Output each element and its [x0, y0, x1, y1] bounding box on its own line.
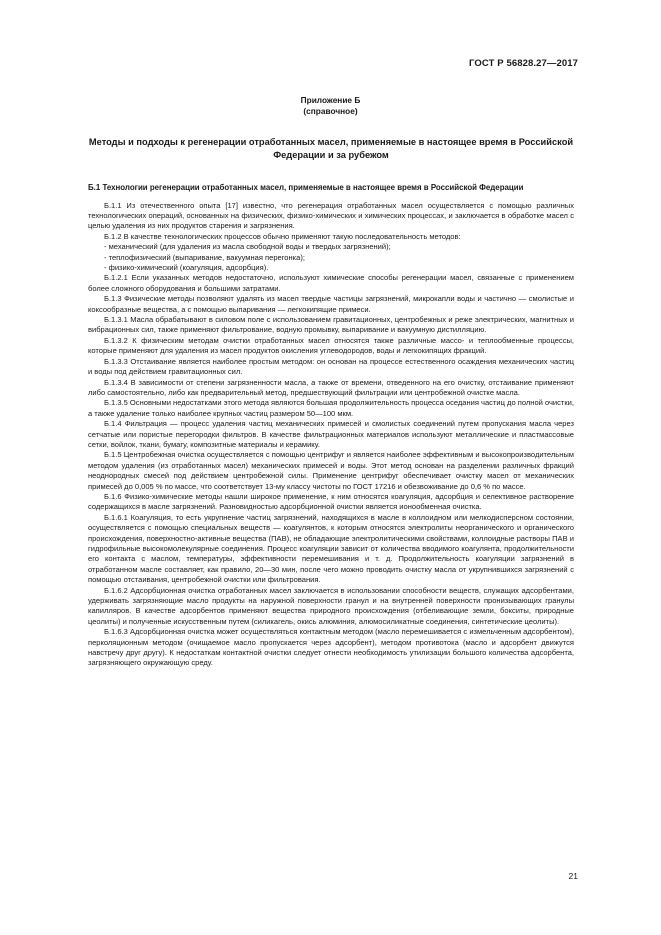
- appendix-label-block: [0, 95, 661, 117]
- paragraph: Б.1.6.2 Адсорбционная очистка отработанных масел заключается в использовании способности веществ, служащих адсорбентами, удерживать загрязняющие масло продукты на наружной поверхности гранул и на внутренней поверхности пронизывающих гранулы капилляров. В качестве адсорбентов применяют вещества природного происхождения (отбеливающие земли, бокситы, природные цеолиты) и полученные искусственным путем (силикагель, окись алюминия, алюмосиликатные соединения, синтетические цеолиты).: [88, 585, 574, 626]
- appendix-label: Приложение Б: [300, 95, 361, 105]
- paragraph: Б.1.3.3 Отстаивание является наиболее простым методом: он основан на процессе естественного осаждения механических частиц и воды под действием гравитационных сил.: [88, 356, 574, 377]
- paragraph: Б.1.3.2 К физическим методам очистки отработанных масел относятся также различные массо- и теплообменные процессы, которые применяют для удаления из масел продуктов окисления углеводородов, воды и легкокипящих фракций.: [88, 335, 574, 356]
- paragraph: Б.1.2 В качестве технологических процессов обычно применяют такую последовательность методов:: [104, 231, 461, 241]
- document-code: ГОСТ Р 56828.27—2017: [469, 58, 578, 69]
- paragraph: Б.1.6 Физико-химические методы нашли широкое применение, к ним относятся коагуляция, адсорбция и селективное растворение содержащихся в масле загрязнений. Разновидностью адсорбционной очистки является ионообменная очистка.: [88, 491, 574, 512]
- paragraph: Б.1.3.1 Масла обрабатывают в силовом поле с использованием гравитационных, центробежных и реже электрических, магнитных и вибрационных сил, также применяют фильтрование, водную промывку, выпаривание и вакуумную дистилляцию.: [88, 315, 574, 335]
- section-heading: Б.1 Технологии регенерации отработанных масел, применяемые в настоящее время в Российской Федерации: [88, 183, 524, 192]
- list-item: - механический (для удаления из масла свободной воды и твердых загрязнений);: [104, 242, 391, 252]
- appendix-status: (справочное): [303, 106, 358, 116]
- paragraph: Б.1.4 Фильтрация — процесс удаления частиц механических примесей и смолистых соединений путем пропускания масла через сетчатые или пористые перегородки фильтров. В качестве фильтрационных материалов используют металлические и пластмассовые сетки, войлок, ткани, бумагу, композитные материалы и керамику.: [88, 419, 574, 449]
- paragraph: Б.1.6.3 Адсорбционная очистка может осуществляться контактным методом (масло перемешивается с измельченным адсорбентом), перколяционным методом (очищаемое масло пропускается через адсорбент), методом противотока (масло и адсорбент движутся навстречу друг другу). К недостаткам контактной очистки следует отнести необходимость утилизации большого количества адсорбента, загрязняющего окружающую среду.: [88, 627, 574, 668]
- paragraph: Б.1.5 Центробежная очистка осуществляется с помощью центрифуг и является наиболее эффективным и высокопроизводительным методом удаления (из отработанных масел) механических примесей и воды. Этот метод основан на разделении различных фракций неоднородных смесей под действием центробежной силы. Применение центрифуг обеспечивает очистку масел от механических примесей до 0,005 % по массе, что соответствует 13-му классу чистоты по ГОСТ 17216 и обезвоживание до 0,6 % по массе.: [88, 450, 574, 491]
- paragraph: Б.1.2.1 Если указанных методов недостаточно, используют химические способы регенерации масел, связанные с применением более сложного оборудования и большими затратами.: [88, 273, 574, 293]
- document-body: [88, 183, 574, 669]
- appendix-title: Методы и подходы к регенерации отработанных масел, применяемые в настоящее время в Российской Федерации и за рубежом: [88, 137, 574, 160]
- paragraph: Б.1.3.4 В зависимости от степени загрязненности масла, а также от времени, отведенного на его очистку, отстаивание применяют либо самостоятельно, либо как предварительный метод, предшествующий фильтрации или центробежной очистке масла.: [88, 377, 574, 397]
- page-number: 21: [568, 871, 578, 881]
- paragraph: Б.1.3 Физические методы позволяют удалять из масел твердые частицы загрязнений, микрокапли воды и частично — смолистые и коксообразные вещества, а с помощью выпаривания — легкокипящие примеси.: [88, 294, 574, 314]
- list-item: - физико-химический (коагуляция, адсорбция).: [104, 263, 269, 273]
- paragraph: Б.1.6.1 Коагуляция, то есть укрупнение частиц загрязнений, находящихся в масле в коллоидном или мелкодисперсном состоянии, осуществляется с помощью специальных веществ — коагулянтов, к которым относятся электролиты неорганического и органического происхождения, поверхностно-активные вещества (ПАВ), не обладающие электролитическими свойствами, коллоидные растворы ПАВ и гидрофильные высокомолекулярные соединения. Процесс коагуляции зависит от количества вводимого коагулянта, продолжительности его контакта с маслом, температуры, эффективности перемешивания и т. д. Продолжительность коагуляции загрязнений в отработанном масле составляет, как правило, 20—30 мин, после чего можно проводить очистку масла от укрупнившихся загрязнений с помощью отстаивания, центробежной очистки или фильтрования.: [88, 512, 574, 585]
- paragraph: Б.1.3.5 Основными недостатками этого метода являются большая продолжительность процесса оседания частиц до полной очистки, а также удаление только наиболее крупных частиц размером 50—100 мкм.: [88, 398, 574, 418]
- list-item: - теплофизический (выпаривание, вакуумная перегонка);: [104, 252, 305, 262]
- paragraph: Б.1.1 Из отечественного опыта [17] известно, что регенерация отработанных масел осуществляется с помощью различных технологических операций, основанных на физических, физико-химических и химических процессах, и заключается в обработке масел с целью удаления из них продуктов старения и загрязнения.: [88, 200, 574, 231]
